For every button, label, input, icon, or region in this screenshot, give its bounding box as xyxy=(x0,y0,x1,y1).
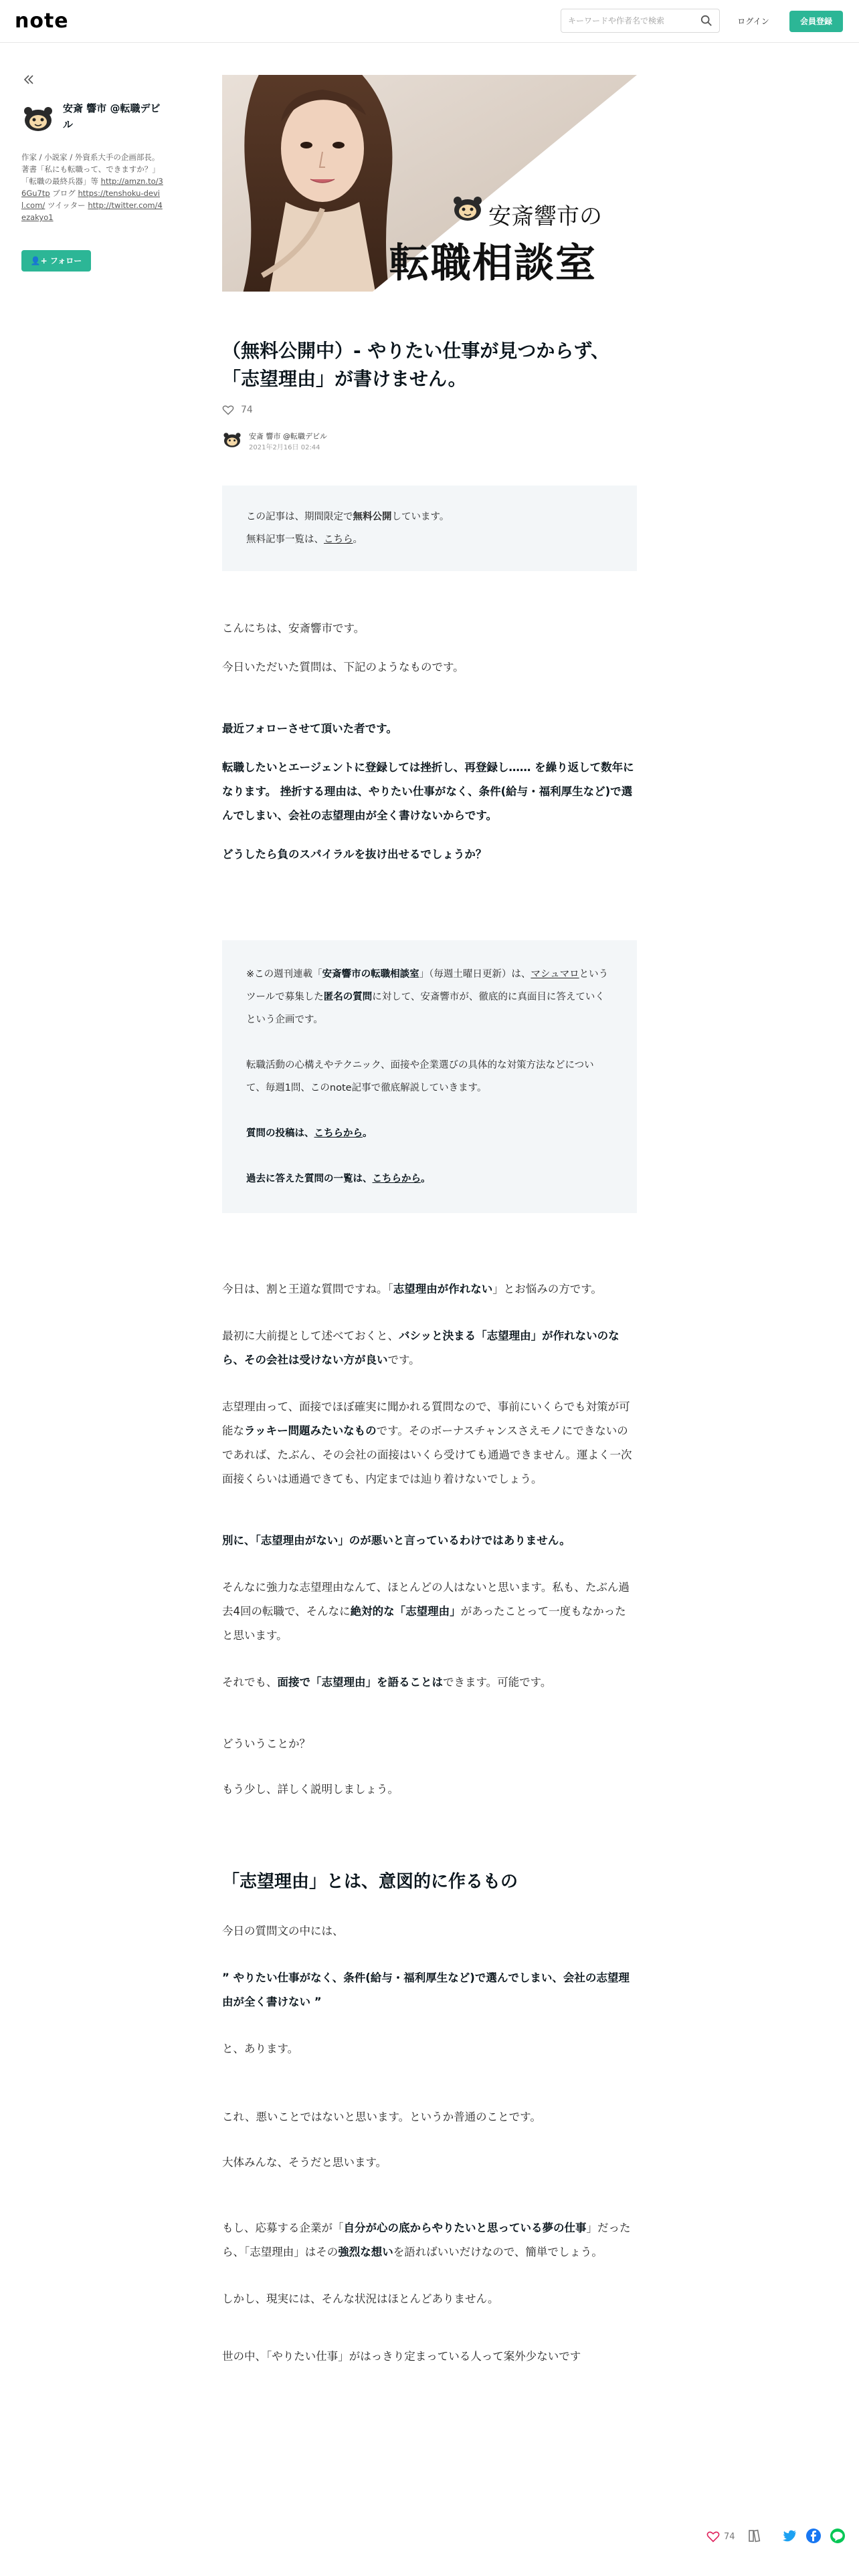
question-heading xyxy=(222,717,637,741)
series-info-line-3 xyxy=(246,1122,613,1145)
floating-like[interactable] xyxy=(706,2528,735,2545)
paragraph: しかし、現実には、そんな状況はほとんどありません。 xyxy=(222,2292,499,2305)
login-button[interactable]: ログイン xyxy=(737,17,769,26)
free-notice-bold: 無料公開 xyxy=(353,512,392,522)
line-icon[interactable] xyxy=(830,2528,846,2544)
text: を語ればいいだけなので、簡単でしょう。 xyxy=(393,2246,603,2258)
site-header xyxy=(0,0,859,43)
series-info-box xyxy=(222,940,637,1213)
magazine-icon[interactable] xyxy=(747,2528,763,2544)
paragraph: 今日いただいた質問は、下記のようなものです。 xyxy=(222,661,464,673)
series-info-line-4 xyxy=(246,1168,613,1190)
heart-icon[interactable] xyxy=(222,405,234,415)
search-input[interactable] xyxy=(568,9,695,32)
like-row xyxy=(222,403,637,417)
text: 今日は、割と王道な質問ですね。「 xyxy=(222,1283,393,1295)
free-list-text-end: 。 xyxy=(353,534,363,545)
bio-link-blog[interactable]: https://tenshoku-devil.com/ xyxy=(21,189,160,210)
article-hero-image xyxy=(222,75,637,292)
follow-label: フォロー xyxy=(50,256,82,265)
paragraph xyxy=(222,1529,637,1553)
text: それでも、 xyxy=(222,1676,278,1689)
bold-text: ラッキー問題みたいなもの xyxy=(244,1424,377,1437)
twitter-icon[interactable] xyxy=(781,2528,797,2544)
text: そんなに強力な志望理由なんて、ほとんどの人はないと思います。私も、たぶん過去4回の転職で、そんなに xyxy=(222,1581,630,1618)
series-text: 」（毎週土曜日更新）は、 xyxy=(419,969,531,980)
free-list-link[interactable]: こちら xyxy=(324,534,353,545)
paragraph xyxy=(222,1324,637,1372)
bold-text: 別に、「志望理由がない」のが悪いと言っているわけではありません。 xyxy=(222,1534,571,1547)
free-notice-box xyxy=(222,486,637,571)
marshmallow-link[interactable]: マシュマロ xyxy=(531,969,579,980)
free-notice-line-2 xyxy=(246,528,613,551)
free-list-text: 無料記事一覧は、 xyxy=(246,534,324,545)
article-main xyxy=(222,75,637,2369)
bold-text: ” やりたい仕事がなく、条件(給与・福利厚生など)で選んでしまい、会社の志望理由が全く書けない ” xyxy=(222,1971,630,2008)
bold-text: 絶対的な「志望理由」 xyxy=(350,1605,461,1618)
paragraph: こんにちは、安斎響市です。 xyxy=(222,622,365,635)
search-icon[interactable] xyxy=(700,15,712,27)
hero-caption-small: 安斎響市の xyxy=(488,203,602,230)
author-avatar-small[interactable] xyxy=(222,431,242,449)
series-text: ※この週刊連載「 xyxy=(246,969,322,980)
series-text: というツールで募集した xyxy=(246,969,609,1002)
bio-text-twitter: ツイッター xyxy=(45,201,88,210)
text: があったことって一度もなかったと思います。 xyxy=(222,1605,626,1642)
paragraph: 世の中、「やりたい仕事」がはっきり定まっている人って案外少ないです xyxy=(222,2350,581,2363)
collapse-sidebar-icon[interactable] xyxy=(21,72,36,87)
free-notice-text-end: しています。 xyxy=(391,512,450,522)
question-body xyxy=(222,756,637,828)
series-info-line-2: 転職活動の心構えやテクニック、面接や企業選びの具体的な対策方法などについて、毎週1問、このnote記事で徹底解説していきます。 xyxy=(246,1060,594,1093)
past-questions-end: 。 xyxy=(421,1174,431,1184)
paragraph: どういうことか？ xyxy=(222,1737,310,1750)
sidebar-author-name[interactable]: 安斎 響市 @転職デビル xyxy=(63,102,161,130)
question-end xyxy=(222,843,637,867)
post-question-text: 質問の投稿は、 xyxy=(246,1128,314,1139)
bold-text: 強烈な想い xyxy=(338,2246,393,2258)
paragraph: 今日の質問文の中には、 xyxy=(222,1925,344,1937)
bio-link-amazon[interactable]: http://amzn.to/36Gu7tp xyxy=(21,177,163,198)
author-avatar[interactable] xyxy=(21,104,55,134)
like-count[interactable]: 74 xyxy=(241,405,253,415)
text: 」とお悩みの方です。 xyxy=(492,1283,602,1295)
paragraph xyxy=(222,1671,637,1695)
text: もし、応募する企業が「 xyxy=(222,2222,344,2234)
question-heading-text: 最近フォローさせて頂いた者です。 xyxy=(222,722,397,735)
bio-link-twitter[interactable]: http://twitter.com/4ezakyo1 xyxy=(21,201,163,222)
floating-heart-icon[interactable] xyxy=(706,2531,720,2543)
search-box[interactable] xyxy=(561,9,720,33)
follow-button[interactable] xyxy=(21,250,91,272)
paragraph xyxy=(222,2216,637,2264)
text: 」だったら、「志望理由」はその xyxy=(222,2222,631,2258)
publish-date: 2021年2月16日 02:44 xyxy=(249,444,320,451)
series-bold: 匿名の質問 xyxy=(323,992,373,1002)
past-questions-link[interactable]: こちらから xyxy=(372,1174,421,1184)
text: です。そのボーナスチャンスさえモノにできないのであれば、たぶん、その会社の面接はいくら受けても通過できません。運よく一次面接くらいは通過できても、内定までは辿り着けないでしょう。 xyxy=(222,1424,632,1485)
question-body-text: 転職したいとエージェントに登録しては挫折し、再登録し…… を繰り返して数年になります。 挫折する理由は、やりたい仕事がなく、条件(給与・福利厚生など)で選んでしまい、会社の志望理由が全く書けないからです。 xyxy=(222,761,634,822)
series-text: に対して、安斎響市が、徹底的に真面目に答えていくという企画です。 xyxy=(246,992,605,1025)
text: です。 xyxy=(387,1354,420,1366)
past-questions-text: 過去に答えた質問の一覧は、 xyxy=(246,1174,373,1184)
floating-like-count[interactable]: 74 xyxy=(724,2531,735,2542)
article-body xyxy=(222,617,637,2369)
add-user-icon: 👤+ xyxy=(30,256,47,265)
paragraph: と、あります。 xyxy=(222,2042,299,2055)
text: 志望理由って、面接でほぼ確実に聞かれる質問なので、事前にいくらでも対策が可能な xyxy=(222,1400,630,1437)
bold-text: 志望理由が作れない xyxy=(393,1283,493,1295)
free-notice-text: この記事は、期間限定で xyxy=(246,512,353,522)
question-end-text: どうしたら負のスパイラルを抜け出せるでしょうか？ xyxy=(222,848,487,861)
paragraph: これ、悪いことではないと思います。というか普通のことです。 xyxy=(222,2111,541,2123)
article-author[interactable] xyxy=(222,429,637,453)
bio-text: 作家 / 小説家 / 外資系大手の企画部長。著書「私にも転職って、できますか？」「転職の最終兵器」等 xyxy=(21,152,160,186)
series-title: 安斎響市の転職相談室 xyxy=(322,969,419,980)
bold-text: バシッと決まる「志望理由」が作れないのなら、その会社は受けない方が良い xyxy=(222,1329,619,1366)
bold-text: 自分が心の底からやりたいと思っている夢の仕事 xyxy=(343,2222,587,2234)
quote-paragraph xyxy=(222,1966,637,2014)
free-notice-line-1 xyxy=(246,506,613,528)
sidebar-author-bio xyxy=(21,151,163,223)
author-name[interactable]: 安斎 響市 @転職デビル xyxy=(249,432,327,441)
series-info-line-1 xyxy=(246,963,613,1031)
text: できます。可能です。 xyxy=(443,1676,552,1689)
article-title: （無料公開中）- やりたい仕事が見つからず、「志望理由」が書けません。 xyxy=(222,340,610,390)
signup-button[interactable]: 会員登録 xyxy=(789,11,843,32)
bold-text: 面接で「志望理由」を語ることは xyxy=(277,1676,443,1689)
post-question-end: 。 xyxy=(363,1128,373,1139)
paragraph xyxy=(222,1395,637,1491)
hero-caption-large: 転職相談室 xyxy=(389,240,597,287)
paragraph xyxy=(222,1277,637,1301)
post-question-link[interactable]: こちらから xyxy=(314,1128,363,1139)
text: 最初に大前提として述べておくと、 xyxy=(222,1329,399,1342)
paragraph: もう少し、詳しく説明しましょう。 xyxy=(222,1783,399,1796)
paragraph xyxy=(222,1576,637,1648)
note-logo[interactable]: note xyxy=(15,9,69,33)
facebook-icon[interactable] xyxy=(805,2528,822,2544)
section-heading: 「志望理由」とは、意図的に作るもの xyxy=(222,1872,518,1892)
bio-text-blog: ブログ xyxy=(50,189,78,198)
paragraph: 大体みんな、そうだと思います。 xyxy=(222,2156,387,2169)
